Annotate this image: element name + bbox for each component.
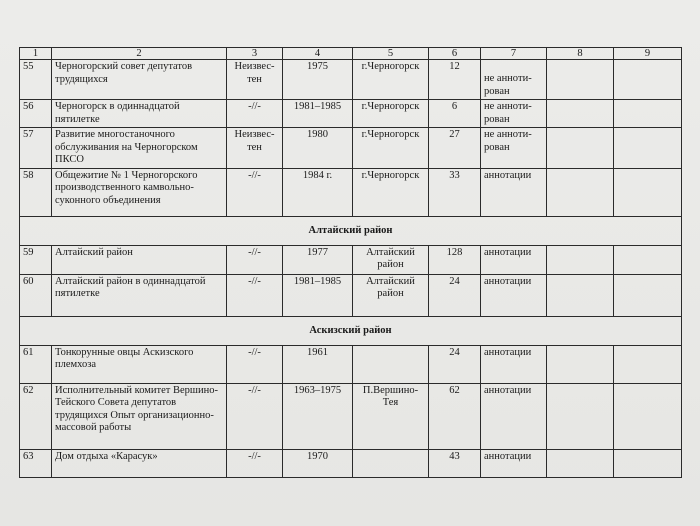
row-col8 [547,274,614,316]
table-row [20,128,682,169]
column-number: 2 [52,48,227,60]
row-annotation [481,60,547,100]
column-number: 8 [547,48,614,60]
row-author: Неизвес-тен [227,128,283,169]
row-number: 63 [20,449,52,477]
row-place: г.Черногорск [353,128,429,169]
row-col8 [547,128,614,169]
row-col9 [614,345,682,383]
row-title: Исполнительный комитет Вершино-Тейского Совета депутатов трудящихся Опыт организационно-массовой работы [52,383,227,449]
row-title: Черногорск в одиннадцатой пятилетке [52,100,227,128]
column-number: 9 [614,48,682,60]
column-number: 1 [20,48,52,60]
row-col8 [547,449,614,477]
row-author: -//- [227,345,283,383]
row-col9 [614,168,682,216]
section-row [20,316,682,345]
row-number: 61 [20,345,52,383]
row-pages: 128 [429,245,481,274]
row-pages: 33 [429,168,481,216]
row-number: 62 [20,383,52,449]
column-number: 4 [283,48,353,60]
row-author: -//- [227,449,283,477]
row-author: -//- [227,245,283,274]
row-year: 1961 [283,345,353,383]
row-number: 55 [20,60,52,100]
column-number: 6 [429,48,481,60]
row-pages: 62 [429,383,481,449]
row-place [353,449,429,477]
row-col9 [614,449,682,477]
row-annotation: аннотации [481,449,547,477]
row-pages: 6 [429,100,481,128]
catalog-table [19,47,682,478]
row-annotation-text: не аннoти-рован [484,73,532,97]
row-title: Тонкорунные овцы Аскизского племхоза [52,345,227,383]
table-row [20,383,682,449]
table-row [20,60,682,100]
section-heading: Алтайский район [20,216,682,245]
row-col8 [547,245,614,274]
section-heading: Аскизский район [20,316,682,345]
row-annotation: аннотации [481,383,547,449]
table-row [20,449,682,477]
row-pages: 12 [429,60,481,100]
row-title: Алтайский район [52,245,227,274]
row-number: 59 [20,245,52,274]
row-col8 [547,345,614,383]
row-number: 58 [20,168,52,216]
row-year: 1984 г. [283,168,353,216]
table-row [20,274,682,316]
row-place: г.Черногорск [353,100,429,128]
column-number: 5 [353,48,429,60]
row-year: 1981–1985 [283,100,353,128]
row-title: Алтайский район в одиннадцатой пятилетке [52,274,227,316]
row-title: Общежитие № 1 Черногорского производственного камвольно-суконного объединения [52,168,227,216]
row-year: 1963–1975 [283,383,353,449]
column-number: 3 [227,48,283,60]
row-year: 1977 [283,245,353,274]
row-annotation: аннотации [481,345,547,383]
row-year: 1970 [283,449,353,477]
row-col9 [614,100,682,128]
row-col9 [614,60,682,100]
row-author: -//- [227,168,283,216]
row-col9 [614,128,682,169]
row-author: -//- [227,383,283,449]
column-number-row [20,48,682,60]
row-place [353,345,429,383]
row-col8 [547,100,614,128]
row-col9 [614,383,682,449]
row-pages: 43 [429,449,481,477]
row-title: Дом отдыха «Карасук» [52,449,227,477]
row-number: 60 [20,274,52,316]
section-row [20,216,682,245]
row-place: г.Черногорск [353,60,429,100]
table-row [20,245,682,274]
row-number: 57 [20,128,52,169]
row-title: Черногорский совет депутатов трудящихся [52,60,227,100]
row-col9 [614,274,682,316]
row-col8 [547,383,614,449]
row-year: 1975 [283,60,353,100]
row-annotation: не аннoти-рован [481,100,547,128]
row-year: 1981–1985 [283,274,353,316]
row-pages: 27 [429,128,481,169]
table-row [20,100,682,128]
row-author: -//- [227,100,283,128]
row-title: Развитие многостаночного обслуживания на Черногорском ПКСО [52,128,227,169]
row-pages: 24 [429,345,481,383]
row-place: П.Вершино-Тея [353,383,429,449]
row-annotation: аннотации [481,274,547,316]
row-author: Неизвес-тен [227,60,283,100]
row-col8 [547,168,614,216]
row-year: 1980 [283,128,353,169]
row-col9 [614,245,682,274]
column-number: 7 [481,48,547,60]
row-annotation: аннотации [481,168,547,216]
row-number: 56 [20,100,52,128]
row-place: Алтайский район [353,245,429,274]
row-place: г.Черногорск [353,168,429,216]
row-place: Алтайский район [353,274,429,316]
table-row [20,168,682,216]
table-row [20,345,682,383]
row-annotation: не аннoти-рован [481,128,547,169]
row-annotation: аннотации [481,245,547,274]
row-author: -//- [227,274,283,316]
row-col8 [547,60,614,100]
row-pages: 24 [429,274,481,316]
